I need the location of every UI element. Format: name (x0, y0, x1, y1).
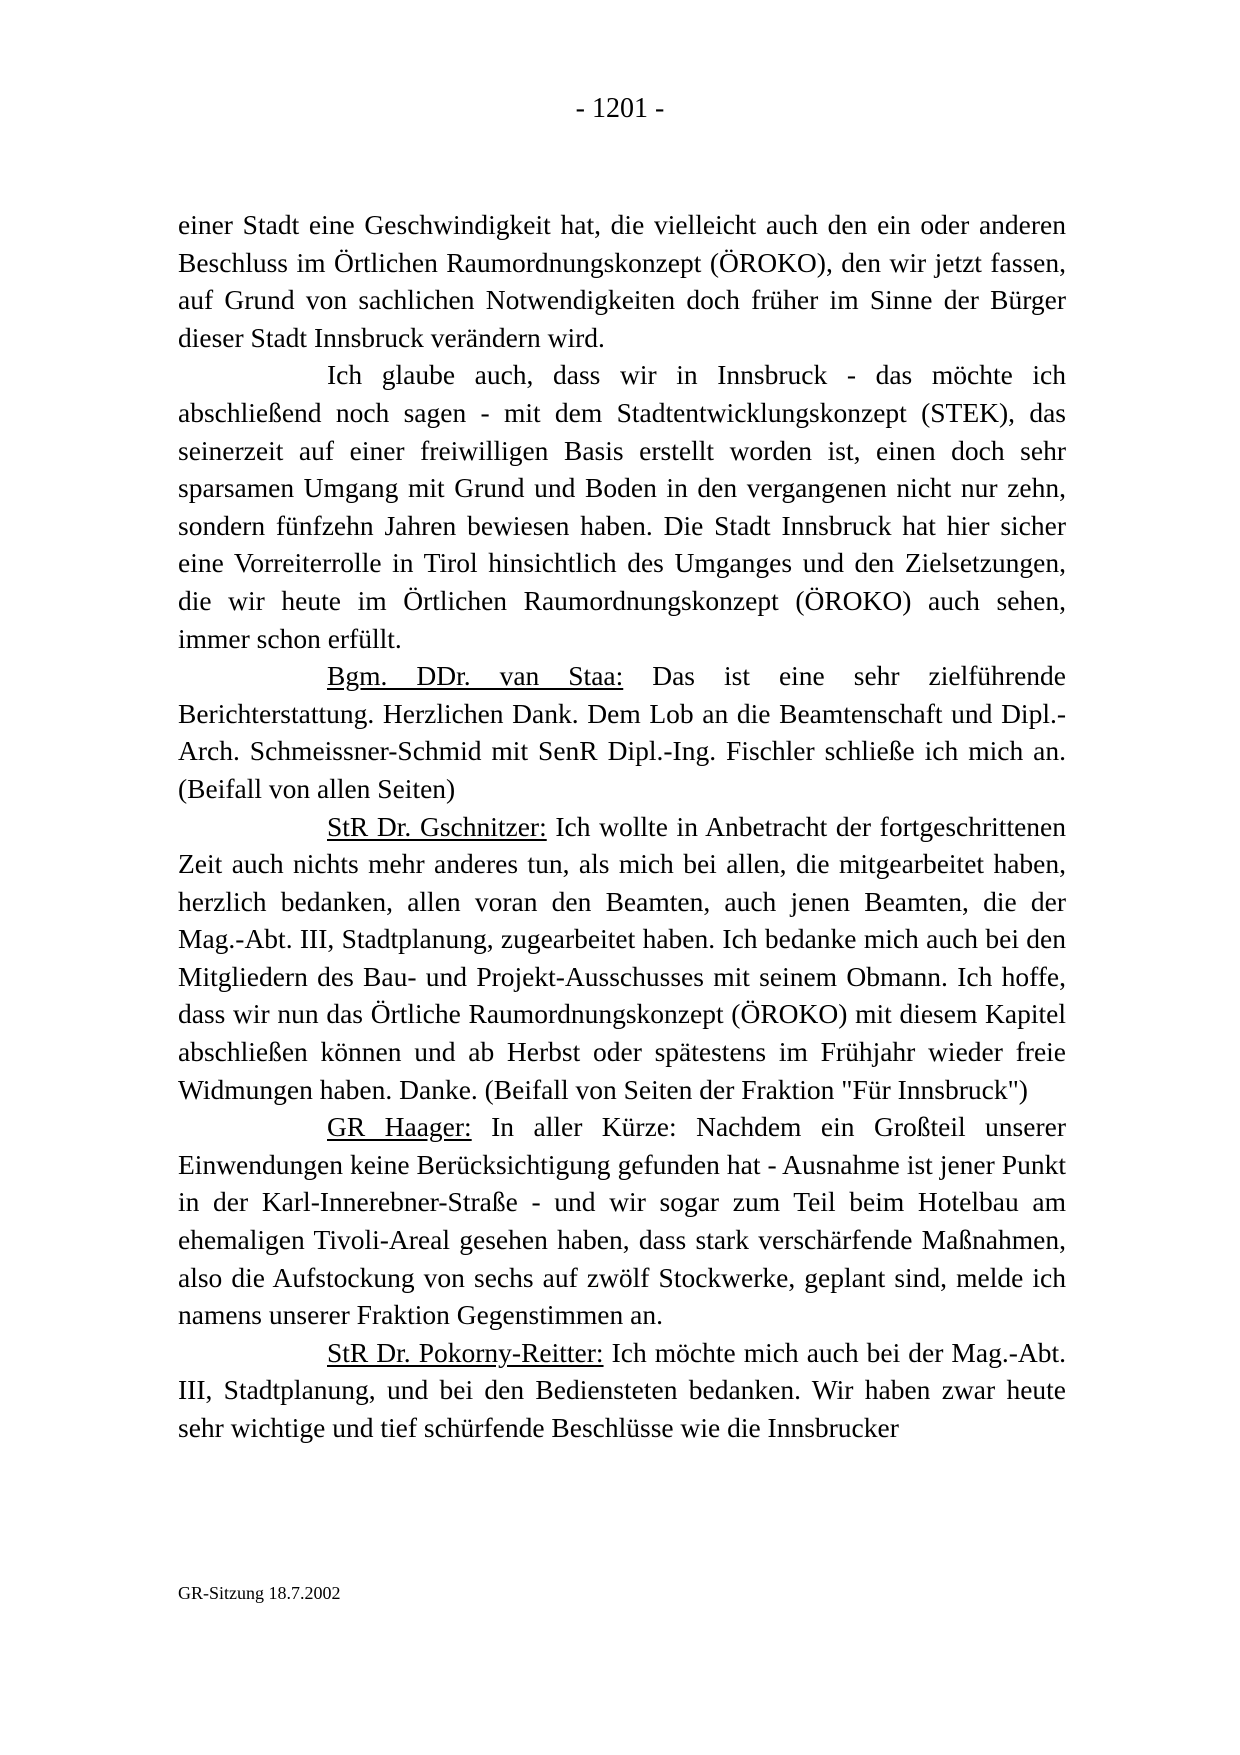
paragraph-text: Das ist eine sehr zielführende Berichterstattung. Herzlichen Dank. Dem Lob an die Beamtenschaft und Dipl.-Arch. Schmeissner-Schmid mit SenR Dipl.-Ing. Fischler schließe ich mich an. (Beifall von allen Seiten) (178, 660, 1066, 804)
paragraph-pokorny-reitter (178, 1334, 1066, 1447)
footer-session-label: GR-Sitzung 18.7.2002 (178, 1583, 341, 1603)
paragraph-statement (178, 356, 1066, 657)
paragraph-gschnitzer (178, 808, 1066, 1109)
page-number: - 1201 - (575, 93, 665, 124)
paragraph-text: einer Stadt eine Geschwindigkeit hat, die vielleicht auch den ein oder anderen Beschluss im Örtlichen Raumordnungskonzept (ÖROKO), den wir jetzt fassen, auf Grund von sachlichen Notwendigkeiten doch früher im Sinne der Bürger dieser Stadt Innsbruck verändern wird. (178, 209, 1066, 353)
paragraph-van-staa (178, 657, 1066, 807)
paragraph-continuation (178, 206, 1066, 356)
speaker-name: StR Dr. Gschnitzer: (327, 810, 547, 842)
paragraph-text: In aller Kürze: Nachdem ein Großteil unserer Einwendungen keine Berücksichtigung gefunden hat - Ausnahme ist jener Punkt in der Karl-Innerebner-Straße - und wir sogar zum Teil beim Hotelbau am ehemaligen Tivoli-Areal gesehen haben, dass stark verschärfende Maßnahmen, also die Aufstockung von sechs auf zwölf Stockwerke, geplant sind, melde ich namens unserer Fraktion Gegenstimmen an. (178, 1111, 1066, 1331)
paragraph-text: Ich möchte mich auch bei der Mag.-Abt. III, Stadtplanung, und bei den Bediensteten bedanken. Wir haben zwar heute sehr wichtige und tief schürfende Beschlüsse wie die Innsbrucker (178, 1336, 1066, 1443)
speaker-name: Bgm. DDr. van Staa: (327, 660, 624, 692)
speaker-name: StR Dr. Pokorny-Reitter: (327, 1336, 604, 1368)
paragraph-text: Ich glaube auch, dass wir in Innsbruck - das möchte ich abschließend noch sagen - mit dem Stadtentwicklungskonzept (STEK), das seinerzeit auf einer freiwilligen Basis erstellt worden ist, einen doch sehr sparsamen Umgang mit Grund und Boden in den vergangenen nicht nur zehn, sondern fünfzehn Jahren bewiesen haben. Die Stadt Innsbruck hat hier sicher eine Vorreiterrolle in Tirol hinsichtlich des Umganges und den Zielsetzungen, die wir heute im Örtlichen Raumordnungskonzept (ÖROKO) auch sehen, immer schon erfüllt. (178, 359, 1066, 654)
document-body (178, 206, 1066, 1447)
paragraph-text: Ich wollte in Anbetracht der fortgeschrittenen Zeit auch nichts mehr anderes tun, als mich bei allen, die mitgearbeitet haben, herzlich bedanken, allen voran den Beamten, auch jenen Beamten, die der Mag.-Abt. III, Stadtplanung, zugearbeitet haben. Ich bedanke mich auch bei den Mitgliedern des Bau- und Projekt-Ausschusses mit seinem Obmann. Ich hoffe, dass wir nun das Örtliche Raumordnungskonzept (ÖROKO) mit diesem Kapitel abschließen können und ab Herbst oder spätestens im Frühjahr wieder freie Widmungen haben. Danke. (Beifall von Seiten der Fraktion "Für Innsbruck") (178, 810, 1066, 1105)
speaker-name: GR Haager: (327, 1111, 472, 1143)
paragraph-haager (178, 1108, 1066, 1334)
